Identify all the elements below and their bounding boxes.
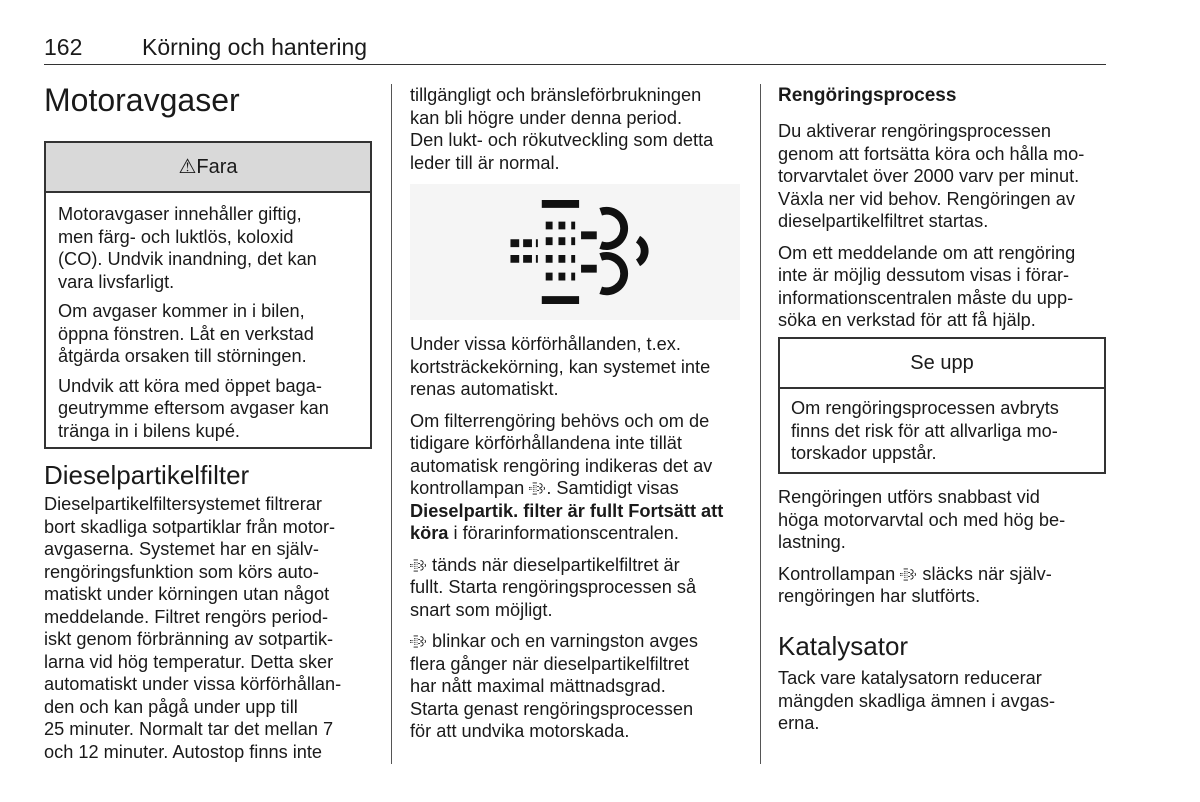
diesel-particulate-filter-icon xyxy=(510,198,658,306)
header-rule xyxy=(44,64,1106,65)
danger-box xyxy=(44,141,372,449)
caution-box-title: Se upp xyxy=(780,339,1104,389)
column-divider xyxy=(760,84,761,764)
page-number: 162 xyxy=(44,34,83,60)
display-message: Dieselpartik. filter är fullt Fortsätt att xyxy=(410,500,724,521)
danger-box-header xyxy=(46,143,370,193)
display-message: köra xyxy=(410,523,449,543)
warning-triangle-icon: ⚠ xyxy=(178,156,197,178)
dpf-warning-icon xyxy=(410,559,427,572)
dpf-warning-icon xyxy=(900,568,917,581)
cleaning-notes-text: Rengöringen utförs snabbast vid höga motorvarvtal och med hög be- lastning. Kontrollampan släcks när själv- rengöringen har slutförts. xyxy=(778,487,1066,606)
danger-box-body xyxy=(46,193,370,452)
danger-paragraph: Om avgaser kommer in i bilen, öppna fönstren. Låt en verkstad åtgärda orsaken till störningen. xyxy=(58,301,314,366)
dpf-intro-text: Dieselpartikelfiltersystemet filtrerar bort skadliga sotpartiklar från motor- avgaserna. Systemet har en själv- rengöringsfunktion som körs auto- matiskt under körningen utan något meddelande. Filtret rengörs period- iskt genom förbränning av sotpartik- larna vid hög temperatur. Detta sker automatiskt under vissa körförhållan- den och kan pågå under upp till 25 minuter. Normalt tar det mellan 7 och 12 minuter. Autostop finns inte xyxy=(44,494,342,762)
danger-paragraph: Undvik att köra med öppet baga- geutrymme eftersom avgaser kan tränga in i bilens kupé. xyxy=(58,375,329,441)
caution-box-body: Om rengöringsprocessen avbryts finns det risk för att allvarliga mo- torskador uppstår. xyxy=(791,398,1059,463)
danger-box-title: Fara xyxy=(196,156,238,178)
dpf-illustration xyxy=(410,184,740,320)
cleaning-process-text: Du aktiverar rengöringsprocessen genom att fortsätta köra och hålla mo- torvarvtalet över 2000 varv per minut. Växla ner vid behov. Rengöringen av dieselpartikelfiltret startas. Om ett meddelande om att rengöring inte är möjlig dessutom visas i förar- informationscentralen måste du upp- söka en verkstad för att få hjälp. xyxy=(778,121,1085,330)
danger-paragraph: Motoravgaser innehåller giftig, men färg- och luktlös, koloxid (CO). Undvik inandning, det kan vara livsfarligt. xyxy=(58,204,317,292)
caution-box xyxy=(778,337,1106,474)
body-text-col2: Under vissa körförhållanden, t.ex. kortsträckekörning, kan systemet inte renas automatiskt. Om filterrengöring behövs och om de tidigare körförhållandena inte tillät automatisk rengöring indikeras det av kontrollampan . Samtidigt visas Dieselpartik. filter är fullt Fortsätt att köra i förarinformationscentralen. tänds när dieselpartikelfiltret är fullt. Starta rengöringsprocessen så snart som möjligt. blinkar och en varningston avges flera gånger när dieselpartikelfiltret har nått maximal mättnadsgrad. Starta genast rengöringsprocessen för att undvika motorskada. xyxy=(410,334,724,741)
section-heading-dieselpartikelfilter: Dieselpartikelfilter xyxy=(44,460,250,490)
dpf-warning-icon xyxy=(529,482,546,495)
catalyst-text: Tack vare katalysatorn reducerar mängden skadliga ämnen i avgas- erna. xyxy=(778,668,1056,733)
section-title: Körning och hantering xyxy=(142,34,368,60)
column-divider xyxy=(391,84,392,764)
dpf-warning-icon xyxy=(410,635,427,648)
section-heading-katalysator: Katalysator xyxy=(778,631,909,661)
section-heading-rengoringsprocess: Rengöringsprocess xyxy=(778,85,957,106)
page-heading: Motoravgaser xyxy=(44,82,240,118)
continued-text: tillgängligt och bränsleförbrukningen kan bli högre under denna period. Den lukt- och rökutveckling som detta leder till är normal. xyxy=(410,85,714,173)
